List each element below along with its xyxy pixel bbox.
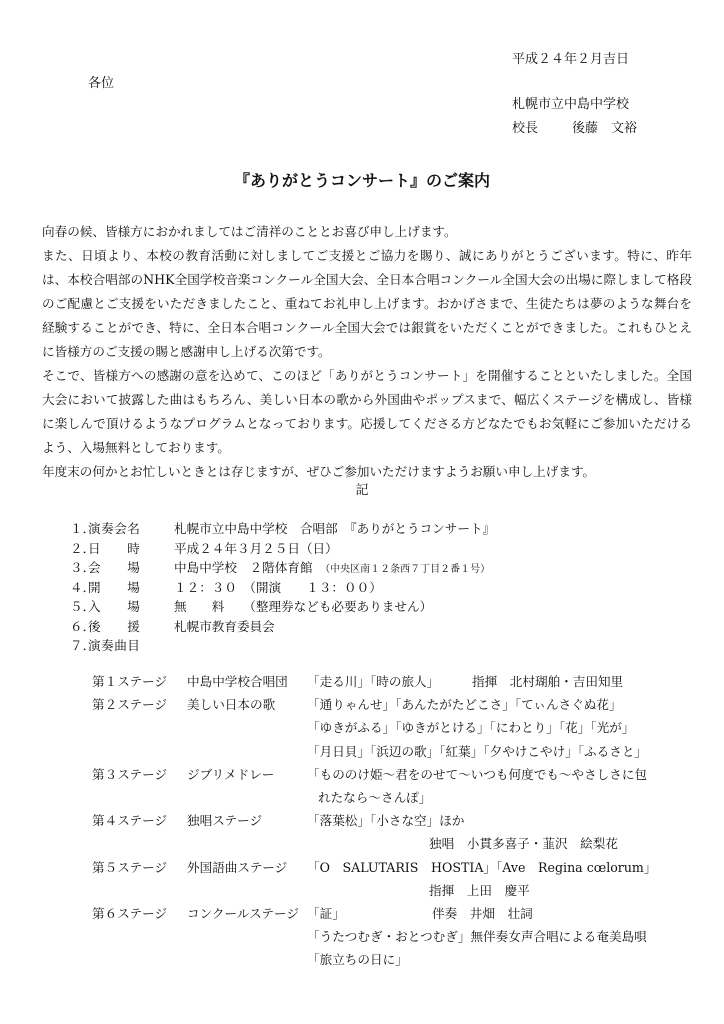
principal-name: 後藤 文裕 — [572, 121, 638, 136]
stage-1: 第１ステージ 中島中学校合唱団 「走る川」「時の旅人」 指揮 北村瑚舶・吉田知里 — [92, 674, 624, 689]
document-title: 『ありがとうコンサート』のご案内 — [233, 171, 490, 190]
addressee: 各位 — [88, 76, 115, 91]
issue-date: 平成２４年２月吉日 — [512, 52, 630, 67]
ki-heading: 記 — [355, 483, 369, 498]
program-list — [92, 670, 712, 971]
details-list — [70, 519, 700, 656]
body-text — [42, 220, 692, 484]
list-item: ２．日 時 平成２４年３月２５日（日） — [70, 540, 338, 556]
stage-6: 第６ステージ コンクールステージ 「証」 伴奏 井畑 壮詞 「うたつむぎ・おとつむぎ」無伴奏女声合唱による奄美島唄 「旅立ちの日に」 — [92, 905, 647, 968]
list-item: ４．開 場 １２：３０ （開演 １３：００） — [70, 579, 382, 595]
list-item: ５．入 場 無 料 （整理券なども必要ありません） — [70, 599, 433, 614]
stage-3: 第３ステージ ジブリメドレー 「もののけ姫～君をのせて～いつも何度でも～やさしさに包 れたなら～さんぽ」 — [92, 766, 648, 805]
principal-title: 校長 — [512, 121, 539, 136]
stage-4: 第４ステージ 独唱ステージ 「落葉松」「小さな空」ほか 独唱 小貫多喜子・韮沢 絵梨花 — [92, 813, 618, 852]
stage-2: 第２ステージ 美しい日本の歌 「通りゃんせ」「あんたがたどこさ」「てぃんさぐぬ花」 「ゆきがふる」「ゆきがとける」「にわとり」「花」「光が」 「月日貝」「浜辺の歌」「紅葉」「夕やけこやけ」「ふるさと」 — [92, 697, 648, 759]
paragraph: 年度末の何かとお忙しいときとは存じますが、ぜひご参加いただけますようお願い申し上げます。 — [42, 464, 596, 479]
principal-line — [512, 121, 637, 137]
school-name: 札幌市立中島中学校 — [512, 97, 630, 112]
stage-5: 第５ステージ 外国語曲ステージ 「O SALUTARIS HOSTIA」「Ave Regina cœlorum」 指揮 上田 慶平 — [92, 859, 657, 898]
venue-address: （中央区南１２条西７丁目２番１号） — [325, 564, 491, 575]
paragraph: そこで、皆様方への感謝の意を込めて、このほど「ありがとうコンサート」を開催することといたしました。全国大会において披露した曲はもちろん、美しい日本の歌から外国曲やポップスまで、幅広くステージを構成し、皆様に楽しんで頂けるようなプログラムとなっております。応援してくださる方どなたでもお気軽にご参加いただけるよう、入場無料としております。 — [42, 368, 692, 455]
paragraph: また、日頃より、本校の教育活動に対しましてご支援とご協力を賜り、誠にありがとうございます。特に、昨年は、本校合唱部のNHK全国学校音楽コンクール全国大会、全日本合唱コンクール全国大会の出場に際しまして格段のご配慮とご支援をいただきましたこと、重ねてお礼申し上げます。おかげさまで、生徒たちは夢のような舞台を経験することができ、特に、全日本合唱コンクール全国大会では銀賞をいただくことができました。これもひとえに皆様方のご支援の賜と感謝申し上げる次第です。 — [42, 248, 692, 359]
list-item: ６．後 援 札幌市教育委員会 — [70, 618, 275, 634]
paragraph: 向春の候、皆様方におかれましてはご清祥のこととお喜び申し上げます。 — [42, 224, 457, 239]
list-item: ７．演奏曲目 — [70, 638, 141, 653]
list-item: ３．会 場 中島中学校 ２階体育館 （中央区南１２条西７丁目２番１号） — [70, 560, 491, 575]
list-item: １．演奏会名 札幌市立中島中学校 合唱部 『ありがとうコンサート』 — [70, 521, 496, 536]
